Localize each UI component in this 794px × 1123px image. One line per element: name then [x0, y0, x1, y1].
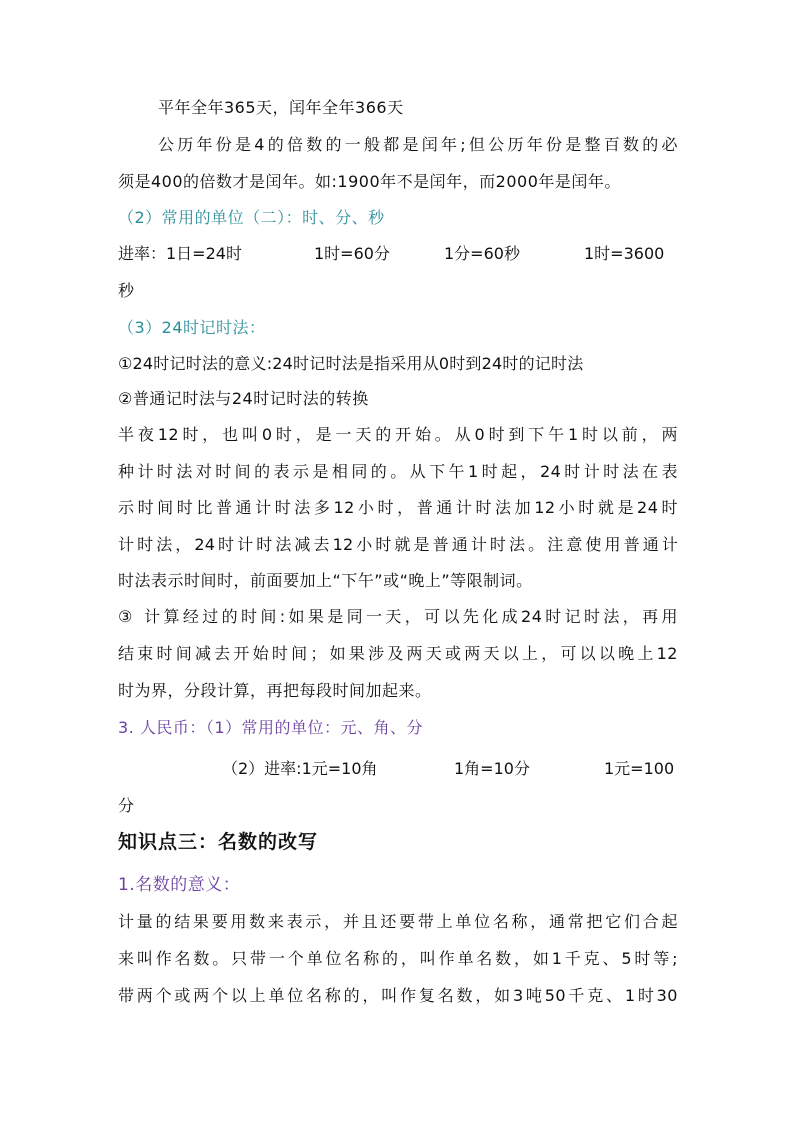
text-line-elapsed-2: 结束时间减去开始时间；如果涉及两天或两天以上，可以以晚上12: [118, 644, 678, 663]
text-line-gregorian-2: 须是400的倍数才是闰年。如:1900年不是闰年，而2000年是闰年。: [118, 172, 621, 191]
text-line-gregorian-1: 公历年份是4的倍数的一般都是闰年;但公历年份是整百数的必: [158, 135, 678, 154]
section-heading-named-numbers: 知识点三：名数的改写: [118, 831, 319, 853]
text-line-conversion: ②普通记时法与24时记时法的转换: [118, 389, 369, 408]
rate-hour-second: 1时=3600: [584, 244, 665, 263]
text-line-24h-meaning: ①24时记时法的意义:24时记时法是指采用从0时到24时的记时法: [118, 354, 584, 373]
text-line-elapsed-3: 时为界，分段计算，再把每段时间加起来。: [118, 681, 432, 700]
text-line-fen-unit: 分: [118, 796, 135, 815]
text-line-named-3: 带两个或两个以上单位名称的，叫作复名数，如3吨50千克、1时30: [118, 986, 678, 1005]
heading-rmb: 3. 人民币：（1）常用的单位：元、角、分: [118, 718, 424, 737]
subheading-time-units: （2）常用的单位（二）：时、分、秒: [118, 208, 385, 227]
text-line-named-1: 计量的结果要用数来表示，并且还要带上单位名称，通常把它们合起: [118, 912, 678, 931]
text-line-midnight-3: 示时间时比普通计时法多12小时，普通计时法加12小时就是24时: [118, 498, 678, 517]
text-line-named-2: 来叫作名数。只带一个单位名称的，叫作单名数，如1千克、5时等;: [118, 949, 678, 968]
rate-minute-second: 1分=60秒: [444, 244, 520, 263]
rate-row-time: [118, 244, 678, 264]
text-line-midnight-2: 种计时法对时间的表示是相同的。从下午1时起，24时计时法在表: [118, 462, 678, 481]
rate-yuan-fen: 1元=100: [604, 759, 675, 778]
text-line-midnight-1: 半夜12时，也叫0时，是一天的开始。从0时到下午1时以前，两: [118, 425, 678, 444]
text-line-elapsed-1: ③ 计算经过的时间:如果是同一天，可以先化成24时记时法，再用: [118, 607, 678, 626]
text-line-midnight-4: 计时法，24时计时法减去12小时就是普通计时法。注意使用普通计: [118, 535, 678, 554]
subheading-named-number-meaning: 1.名数的意义：: [118, 875, 241, 895]
subheading-24-hour: （3）24时记时法：: [118, 318, 266, 337]
rate-yuan-jiao: （2）进率:1元=10角: [222, 759, 378, 778]
rate-jiao-fen: 1角=10分: [454, 759, 530, 778]
rate-row-money: [118, 759, 678, 779]
text-line-second-unit: 秒: [118, 281, 135, 300]
rate-day-hour: 进率：1日=24时: [118, 244, 242, 263]
text-line-leap-year: 平年全年365天，闰年全年366天: [158, 98, 404, 117]
text-line-midnight-5: 时法表示时间时，前面要加上“下午”或“晚上”等限制词。: [118, 571, 533, 590]
rate-hour-minute: 1时=60分: [314, 244, 390, 263]
